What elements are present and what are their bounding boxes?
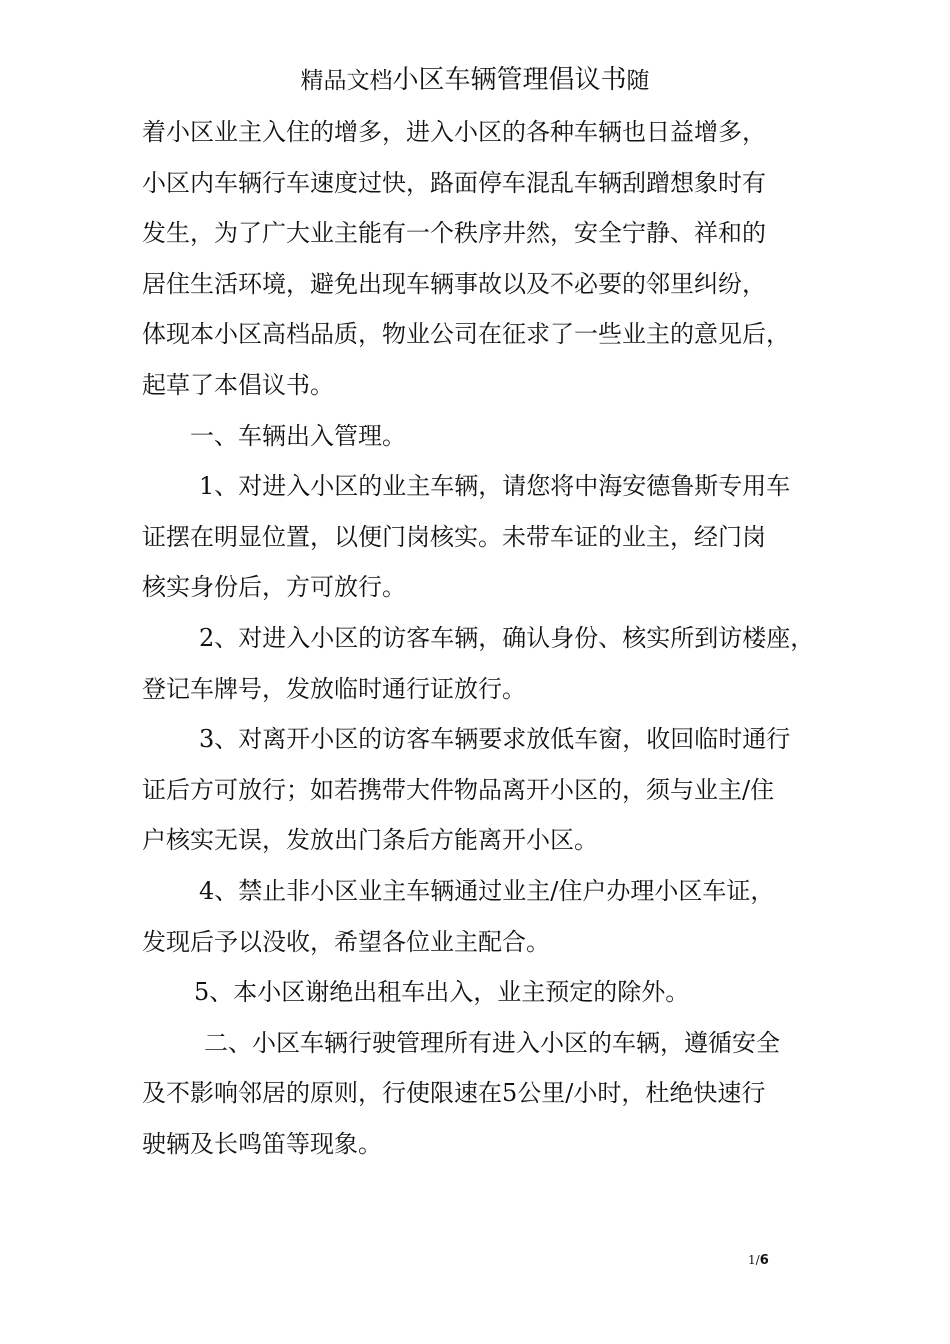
- text-line: 核实身份后，方可放行。: [142, 573, 406, 602]
- text-line: 小区内车辆行车速度过快，路面停车混乱车辆刮蹭想象时有: [142, 168, 766, 197]
- text-line: 2、对进入小区的访客车辆，确认身份、核实所到访楼座，: [199, 623, 815, 652]
- text-line: 驶辆及长鸣笛等现象。: [142, 1129, 382, 1158]
- text-line: 起草了本倡议书。: [142, 370, 334, 399]
- document-title: 小区车辆管理倡议书: [392, 65, 627, 95]
- text-line: 5、本小区谢绝出租车出入，业主预定的除外。: [194, 978, 690, 1007]
- text-line: 及不影响邻居的原则，行使限速在5公里/小时，杜绝快速行: [142, 1079, 766, 1108]
- text-line: 户核实无误，发放出门条后方能离开小区。: [142, 826, 598, 855]
- text-line: 证后方可放行；如若携带大件物品离开小区的，须与业主/住: [142, 775, 775, 804]
- text-line: 发现后予以没收，希望各位业主配合。: [142, 927, 550, 956]
- header-continuation: 随: [626, 68, 650, 94]
- page-number: [748, 1250, 769, 1271]
- section-heading: 二、小区车辆行驶管理所有进入小区的车辆，遵循安全: [204, 1028, 780, 1057]
- text-line: 发生，为了广大业主能有一个秩序井然，安全宁静、祥和的: [142, 219, 766, 248]
- text-line: 证摆在明显位置，以便门岗核实。未带车证的业主，经门岗: [142, 522, 766, 551]
- total-pages: 6: [759, 1253, 769, 1268]
- text-line: 居住生活环境，避免出现车辆事故以及不必要的邻里纠纷，: [142, 269, 766, 298]
- text-line: 4、禁止非小区业主车辆通过业主/住户办理小区车证，: [199, 876, 775, 905]
- text-line: 1、对进入小区的业主车辆，请您将中海安德鲁斯专用车: [199, 472, 791, 501]
- page-header: [0, 60, 950, 101]
- document-body: [142, 107, 842, 1169]
- text-line: 登记车牌号，发放临时通行证放行。: [142, 674, 526, 703]
- current-page: 1/: [748, 1253, 760, 1267]
- text-line: 着小区业主入住的增多，进入小区的各种车辆也日益增多，: [142, 118, 766, 146]
- section-heading: 一、车辆出入管理。: [190, 421, 406, 450]
- text-line: 3、对离开小区的访客车辆要求放低车窗，收回临时通行: [199, 725, 791, 754]
- text-line: 体现本小区高档品质，物业公司在征求了一些业主的意见后，: [142, 320, 790, 349]
- header-label: 精品文档: [300, 68, 393, 94]
